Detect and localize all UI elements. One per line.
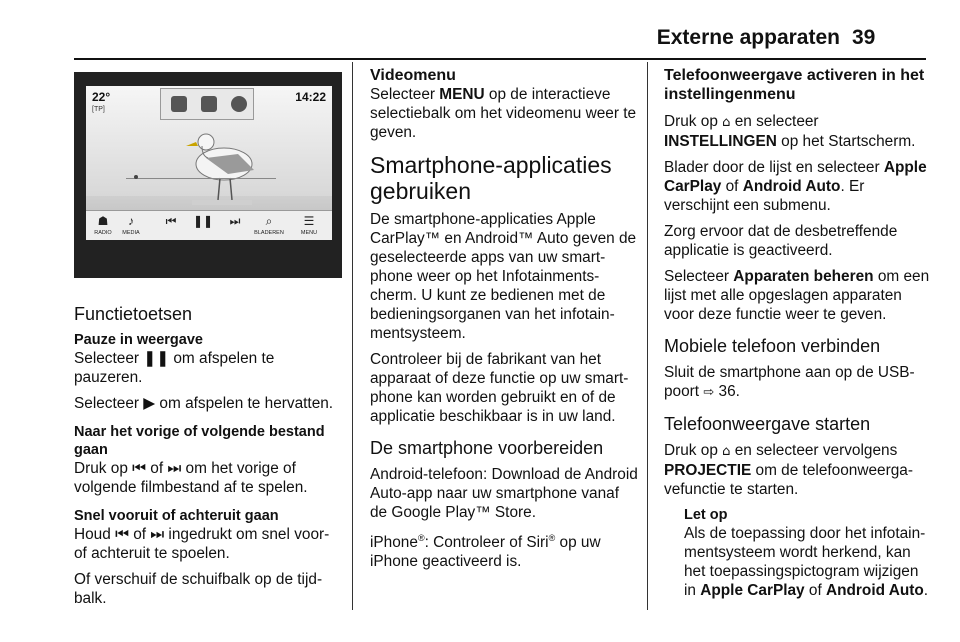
seagull-image <box>172 124 264 210</box>
note-box <box>664 506 930 600</box>
menu-keyword: MENU <box>439 86 485 103</box>
section-heading-prepare: De smartphone voorbereiden <box>370 438 604 458</box>
header-rule <box>74 58 926 60</box>
previous-track-icon[interactable]: ⏮ <box>165 214 177 228</box>
browse-label: BLADEREN <box>254 230 284 236</box>
interactive-selection-bar <box>86 210 332 240</box>
activate-step-1: Druk op ⌂ en selecteer INSTELLINGEN op het Startscherm. <box>664 113 916 150</box>
column-3 <box>664 62 930 607</box>
home-icon: ⌂ <box>722 115 731 130</box>
seek-text: Houd ⏮ of ⏭ ingedrukt om snel voor- of achteruit te spoelen. <box>74 526 330 562</box>
menu-icon[interactable]: ☰ <box>303 214 315 228</box>
home-icon: ⌂ <box>722 444 731 459</box>
device-icon[interactable] <box>201 96 217 112</box>
activate-step-3: Zorg ervoor dat de desbetreffende applicatie is geactiveerd. <box>664 223 898 259</box>
traffic-program-indicator: [TP] <box>92 106 105 113</box>
android-text: Android-telefoon: Download de Android Auto-app naar uw smartphone vanaf de Google Play™ Store. <box>370 466 638 521</box>
infotainment-screen-figure <box>74 72 342 278</box>
subheading-pause: Pauze in weergave <box>74 332 203 348</box>
note-heading: Let op <box>684 507 728 523</box>
page-number: 39 <box>852 26 876 49</box>
subheading-activate: Telefoonweergave activeren in het instellingenmenu <box>664 67 925 103</box>
activate-step-2: Blader door de lijst en selecteer Apple CarPlay of Android Auto. Er verschijnt een submenu. <box>664 159 927 214</box>
start-text: Druk op ⌂ en selecteer vervolgens PROJECTIE om de telefoonweergavefunctie te starten. <box>664 442 913 498</box>
subheading-video-menu: Videomenu <box>370 67 456 84</box>
browse-search-icon[interactable]: ⌕ <box>265 214 273 228</box>
time-bar-handle[interactable] <box>134 175 138 179</box>
running-header-title: Externe apparaten <box>656 26 840 49</box>
resume-text: Selecteer ▶ om afspelen te hervatten. <box>74 395 334 412</box>
section-heading-smartphone-apps: Smartphone-applicaties gebruiken <box>370 152 612 204</box>
column-rule-2 <box>647 62 648 610</box>
next-track-icon[interactable]: ⏭ <box>229 214 241 228</box>
connect-text: Sluit de smartphone aan op de USB-poort ⇨ 36. <box>664 364 915 400</box>
pause-text: Selecteer ❚❚ om afspelen te pauzeren. <box>74 350 275 386</box>
subheading-seek: Snel vooruit of achteruit gaan <box>74 508 279 524</box>
section-heading-function-buttons: Functietoetsen <box>74 304 193 324</box>
apps-text-2: Controleer bij de fabrikant van het apparaat of deze functie op uw smartphone kan worden gebruikt en of de applicatie beschikbaar is in uw land. <box>370 351 629 425</box>
iphone-text: iPhone®: Controleer of Siri® op uw iPhone geactiveerd is. <box>370 533 601 571</box>
section-heading-connect: Mobiele telefoon verbinden <box>664 336 881 356</box>
interactive-top-bar <box>160 88 254 120</box>
slider-text: Of verschuif de schuifbalk op de tijdbalk. <box>74 571 323 607</box>
menu-label: MENU <box>300 230 318 236</box>
media-icon[interactable]: ♪ <box>128 214 134 228</box>
temperature-readout: 22° <box>92 90 111 104</box>
subheading-prev-next: Naar het vorige of volgende bestand gaan <box>74 424 325 458</box>
column-rule-1 <box>352 62 353 610</box>
time-bar[interactable] <box>126 178 276 179</box>
page-reference-icon: ⇨ <box>703 385 715 400</box>
radio-icon[interactable]: ☗ <box>97 214 109 228</box>
media-label: MEDIA <box>122 230 140 236</box>
activate-step-4: Selecteer Apparaten beheren om een lijst met alle opgeslagen apparaten voor deze functie weer te geven. <box>664 268 930 323</box>
info-icon[interactable] <box>231 96 247 112</box>
radio-label: RADIO <box>94 230 112 236</box>
column-1 <box>74 292 344 615</box>
column-2 <box>370 62 638 578</box>
prev-next-text: Druk op ⏮ of ⏭ om het vorige of volgende filmbestand af te spelen. <box>74 460 308 496</box>
video-menu-text: Selecteer MENU op de interactieve selectiebalk om het videomenu weer te geven. <box>370 86 637 141</box>
music-source-icon[interactable] <box>171 96 187 112</box>
note-text: Als de toepassing door het infotainmentsysteem wordt herkend, kan het toepassingspictogram wijzigen in Apple CarPlay of Android Auto. <box>684 525 929 599</box>
screen-display <box>86 86 332 240</box>
section-heading-start: Telefoonweergave starten <box>664 414 871 434</box>
clock-readout: 14:22 <box>295 90 326 104</box>
apps-text-1: De smartphone-applicaties Apple CarPlay™ en Android™ Auto geven de geselecteerde apps van uw smartphone weer op het Infotainmentscherm. U kunt ze bedienen met de bedieningsorganen van het infotainmentsysteem. <box>370 211 637 342</box>
pause-icon[interactable]: ❚❚ <box>192 214 214 228</box>
